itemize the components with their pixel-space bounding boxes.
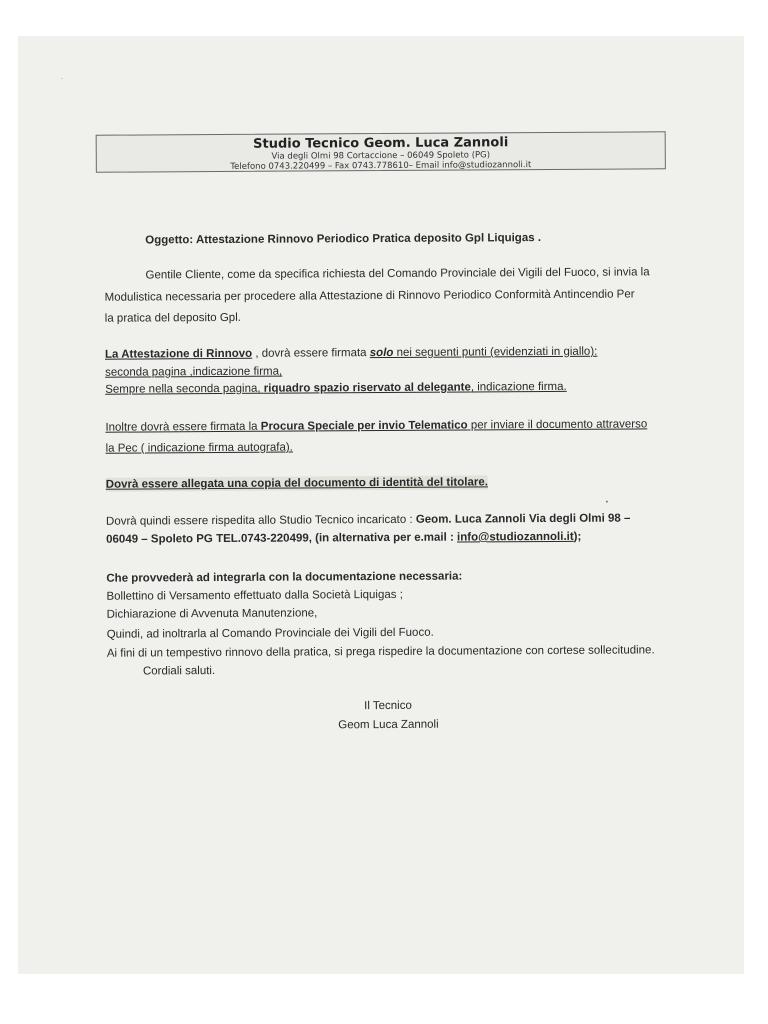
letterhead-box — [96, 131, 666, 172]
rispedita-line-1 — [106, 511, 630, 528]
signature-role: Il Tecnico — [364, 699, 412, 713]
attestazione-line-3 — [105, 380, 567, 397]
allegato-line: Dovrà essere allegata una copia del documento di identità del titolare. — [105, 476, 488, 491]
integrare-item-3: Quindi, ad inoltrarla al Comando Provinciale dei Vigili del Fuoco. — [106, 626, 434, 641]
procura-bold: Procura Speciale per invio Telematico — [260, 419, 468, 433]
rispedita-line-2-bold: 06049 – Spoleto PG TEL.0743-220499, (in alternativa per e.mail : — [106, 531, 458, 546]
procura-text-a: Inoltre dovrà essere firmata la — [105, 420, 261, 434]
attestazione-line-3-b: , indicazione firma. — [470, 380, 567, 394]
scan-speck — [61, 78, 62, 79]
attestazione-line-3-bold: riquadro spazio riservato al delegante — [263, 381, 471, 395]
attestazione-line-3-a: Sempre nella seconda pagina, — [105, 382, 264, 396]
letterhead-address: Via degli Olmi 98 Cortaccione – 06049 Spoleto (PG) — [271, 150, 491, 162]
rispedita-bold-a: Geom. Luca Zannoli Via degli Olmi 98 – — [415, 512, 631, 526]
scan-speck — [606, 501, 608, 503]
integrare-item-1: Bollettino di Versamento effettuato dalla Società Liquigas ; — [106, 588, 403, 603]
attestazione-line-1 — [105, 345, 597, 362]
procura-text-b: per inviare il documento attraverso — [467, 418, 648, 432]
attestazione-text-b: nei seguenti punti (evidenziati in giallo): — [393, 345, 598, 359]
intro-line-3: la pratica del deposito Gpl. — [104, 311, 241, 325]
attestazione-label: La Attestazione di Rinnovo — [104, 347, 253, 361]
integrare-heading: Che provvederà ad integrarla con la documentazione necessaria: — [106, 570, 463, 585]
rispedita-line-2-end: ); — [573, 530, 582, 543]
attestazione-line-2: seconda pagina ,indicazione firma, — [105, 365, 283, 379]
rispedita-line-2 — [106, 530, 581, 547]
procura-line-2: la Pec ( indicazione firma autografa). — [105, 441, 293, 455]
procura-line-1 — [105, 417, 647, 434]
integrare-item-2: Dichiarazione di Avvenuta Manutenzione, — [106, 607, 318, 621]
signature-name: Geom Luca Zannoli — [338, 718, 439, 732]
cordiali-saluti: Cordiali saluti. — [142, 665, 216, 678]
attestazione-text-a: , dovrà essere firmata — [252, 347, 370, 360]
intro-line-1: Gentile Cliente, come da specifica richiesta del Comando Provinciale dei Vigili del Fuoco, si invia la — [145, 266, 650, 282]
attestazione-solo: solo — [369, 346, 394, 360]
intro-line-2: Modulistica necessaria per procedere alla Attestazione di Rinnovo Periodico Conformità Antincendio Per — [104, 288, 635, 304]
letterhead-contacts: Telefono 0743.220499 – Fax 0743.778610– Email info@studiozannoli.it — [230, 160, 532, 172]
rispedita-text-a: Dovrà quindi essere rispedita allo Studio Tecnico incaricato : — [105, 513, 416, 528]
subject-line: Oggetto: Attestazione Rinnovo Periodico Pratica deposito Gpl Liquigas . — [145, 232, 542, 247]
letterhead-title: Studio Tecnico Geom. Luca Zannoli — [253, 135, 509, 152]
integrare-item-4: Ai fini di un tempestivo rinnovo della pratica, si prega rispedire la documentazione con cortese sollecitudine. — [106, 644, 655, 660]
rispedita-email: info@studiozannoli.it — [456, 530, 574, 544]
